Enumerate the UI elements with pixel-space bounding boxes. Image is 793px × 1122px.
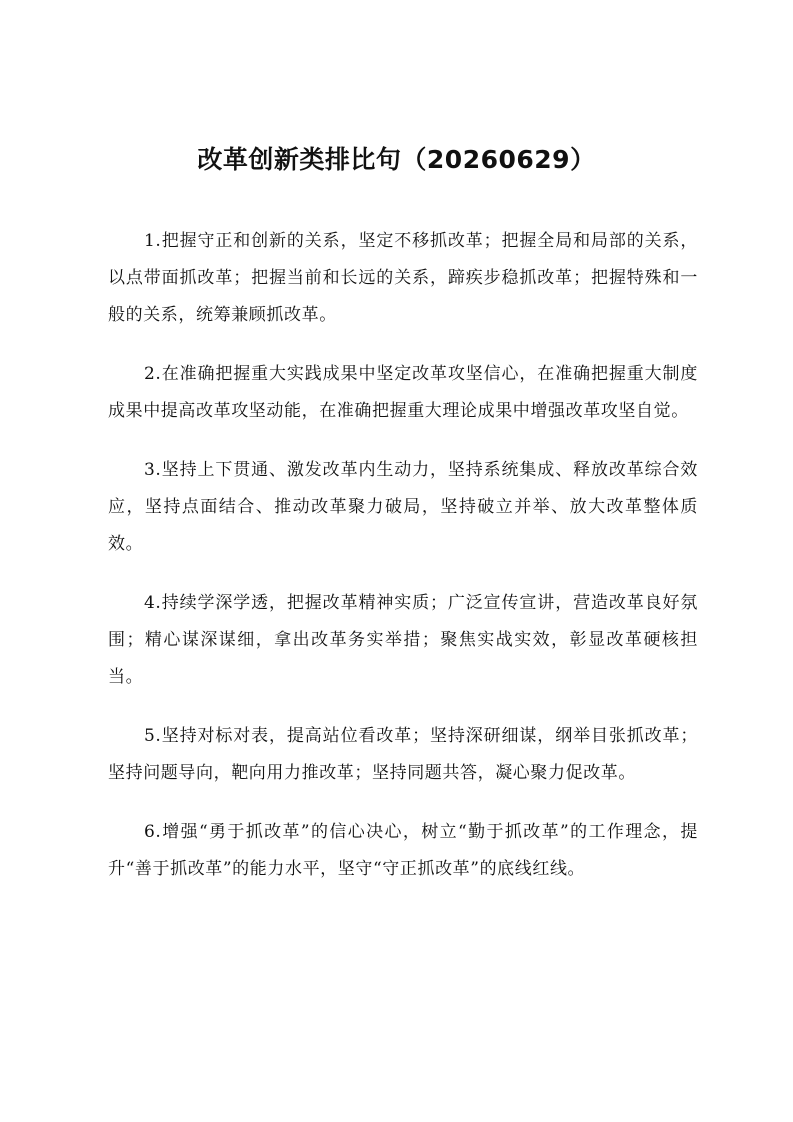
document-body <box>108 223 698 910</box>
paragraph-3: 3.坚持上下贯通、激发改革内生动力，坚持系统集成、释放改革综合效应，坚持点面结合、推动改革聚力破局，坚持破立并举、放大改革整体质效。 <box>108 460 698 554</box>
paragraph-5: 5.坚持对标对表，提高站位看改革；坚持深研细谋，纲举目张抓改革；坚持问题导向，靶向用力推改革；坚持同题共答，凝心聚力促改革。 <box>108 726 698 783</box>
paragraph-6: 6.增强“勇于抓改革”的信心决心，树立“勤于抓改革”的工作理念，提升“善于抓改革”的能力水平，坚守“守正抓改革”的底线红线。 <box>108 822 698 879</box>
paragraph-1: 1.把握守正和创新的关系，坚定不移抓改革；把握全局和局部的关系，以点带面抓改革；把握当前和长远的关系，蹄疾步稳抓改革；把握特殊和一般的关系，统筹兼顾抓改革。 <box>108 231 698 325</box>
page-title: 改革创新类排比句（20260629） <box>197 145 596 174</box>
paragraph-4: 4.持续学深学透，把握改革精神实质；广泛宣传宣讲，营造改革良好氛围；精心谋深谋细，拿出改革务实举措；聚焦实战实效，彰显改革硬核担当。 <box>108 593 698 687</box>
paragraph-2: 2.在准确把握重大实践成果中坚定改革攻坚信心，在准确把握重大制度成果中提高改革攻坚动能，在准确把握重大理论成果中增强改革攻坚自觉。 <box>108 364 698 421</box>
